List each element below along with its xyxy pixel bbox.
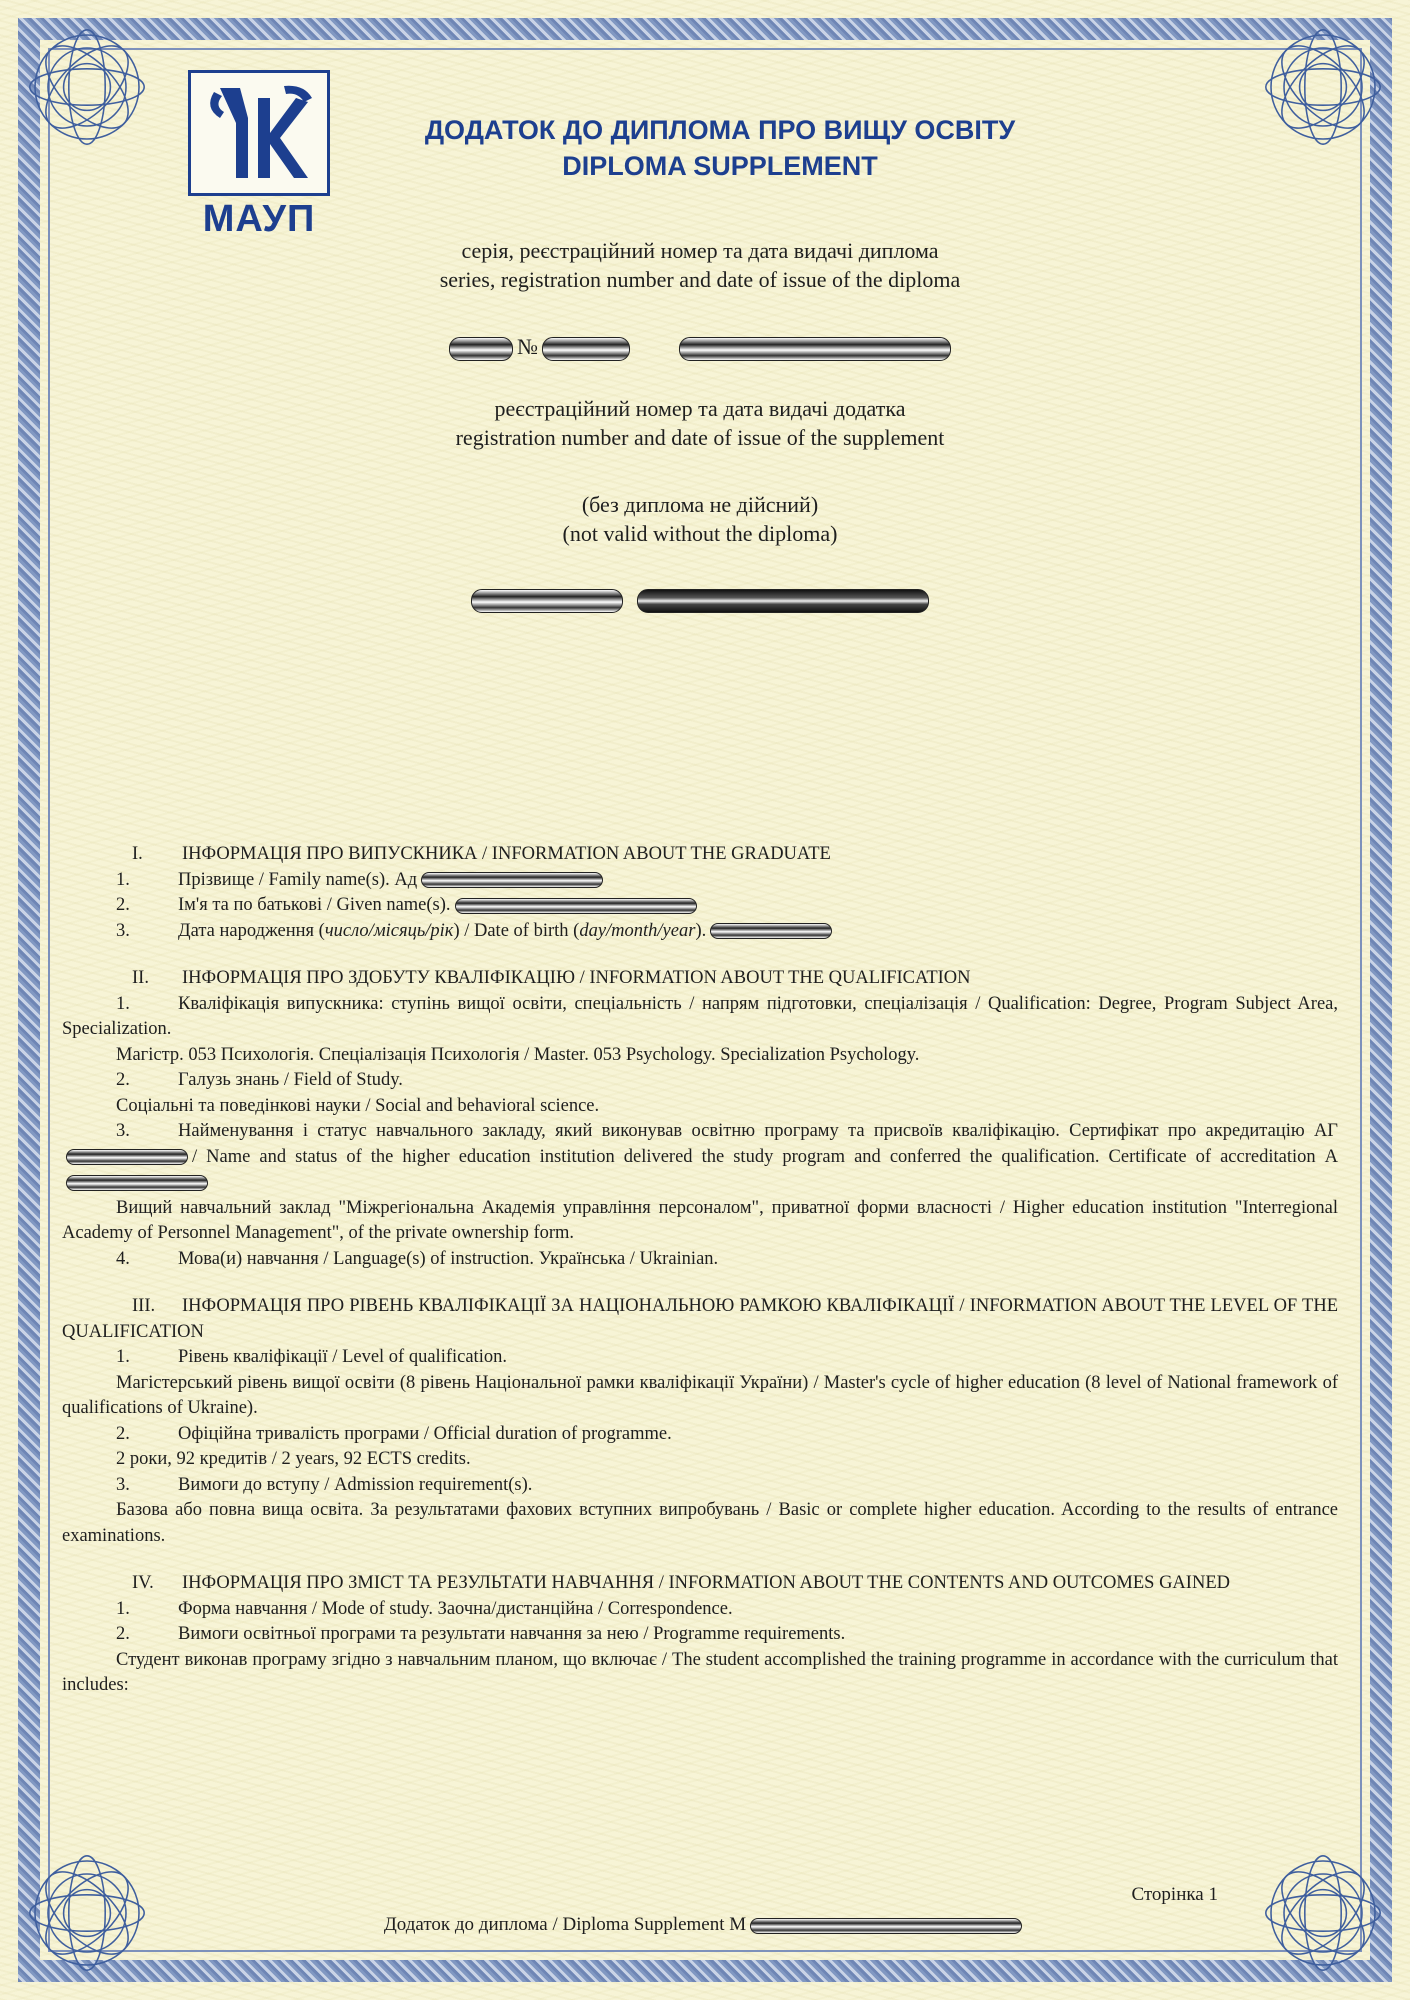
language-item: 4. Мова(и) навчання / Language(s) of instruction. Українська / Ukrainian. [116,1248,719,1269]
section-contents-heading: IV. ІНФОРМАЦІЯ ПРО ЗМІСТ ТА РЕЗУЛЬТАТИ НАВЧАННЯ / INFORMATION ABOUT THE CONTENTS AND OUTCOMES GAINED [132,1573,1230,1593]
logo-text: МАУП [202,198,316,240]
supplement-label-uk: реєстраційний номер та дата видачі додатка [494,396,906,421]
diploma-series-label [250,236,1150,294]
university-logo [188,70,330,240]
validity-note [250,490,1150,548]
programme-requirements-value: Студент виконав програму згідно з навчальним планом, що включає / The student accomplished the training programme in accordance with the curriculum that includes: [62,1649,1338,1695]
supplement-label [250,394,1150,452]
graduate-date-of-birth: 3. Дата народження (число/місяць/рік) / Date of birth (day/month/year). [62,919,1338,945]
validity-note-uk: (без диплома не дійсний) [581,492,819,517]
series-label-en: series, registration number and date of issue of the diploma [439,267,961,292]
supplement-label-en: registration number and date of issue of the supplement [455,425,945,450]
admission-value: Базова або повна вища освіта. За результатами фахових вступних випробувань / Basic or complete higher education. According to the results of entrance examinations. [62,1500,1338,1546]
field-of-study-value: Соціальні та поведінкові науки / Social and behavioral science. [116,1095,600,1116]
series-label-uk: серія, реєстраційний номер та дата видачі диплома [461,238,939,263]
corner-rosette-icon [1258,22,1388,152]
redacted-footer-number [750,1918,1022,1934]
section-level-heading: III. ІНФОРМАЦІЯ ПРО РІВЕНЬ КВАЛІФІКАЦІЇ ЗА НАЦІОНАЛЬНОЮ РАМКОЮ КВАЛІФІКАЦІЇ / INFORMATION ABOUT THE LEVEL OF THE QUALIFICATION [62,1296,1338,1342]
redacted-date [679,337,951,361]
institution-item: 3. Найменування і статус навчального закладу, який виконував освітню програму та присвоїв кваліфікацію. Сертифікат про акредитацію АГ/ Name and status of the higher education institution delivered the study program and conferred the qualification. Certificate of accreditation А [62,1119,1338,1196]
diploma-number-row [250,332,1150,361]
programme-requirements-item: 2. Вимоги освітньої програми та результати навчання за нею / Programme requirements. [116,1624,846,1644]
section-qualification-heading: II. ІНФОРМАЦІЯ ПРО ЗДОБУТУ КВАЛІФІКАЦІЮ / INFORMATION ABOUT THE QUALIFICATION [132,968,971,988]
graduate-given-name: 2. Ім'я та по батькові / Given name(s). [62,893,1338,919]
level-item: 1. Рівень кваліфікації / Level of qualification. [116,1347,507,1367]
redacted-supplement-date [637,589,929,613]
qualification-item: 1. Кваліфікація випускника: ступінь вищої освіти, спеціальність / напрям підготовки, спеціалізація / Qualification: Degree, Program Subject Area, Specialization. [62,993,1338,1039]
title-english: DIPLOMA SUPPLEMENT [562,151,878,181]
title-ukrainian: ДОДАТОК ДО ДИПЛОМА ПРО ВИЩУ ОСВІТУ [424,115,1016,145]
qualification-value: Магістр. 053 Психологія. Спеціалізація Психологія / Master. 053 Psychology. Specialization Psychology. [116,1044,920,1065]
footer-supplement-number: Додаток до диплома / Diploma Supplement М [0,1914,1410,1936]
corner-rosette-icon [22,1848,152,1978]
level-value: Магістерський рівень вищої освіти (8 рівень Національної рамки кваліфікації України) / Master's cycle of higher education (8 level of National framework of qualifications of Ukraine). [62,1372,1338,1418]
mode-of-study-item: 1. Форма навчання / Mode of study. Заочна/дистанційна / Correspondence. [116,1598,733,1619]
duration-value: 2 роки, 92 кредитів / 2 years, 92 ECTS credits. [116,1449,471,1469]
field-of-study-item: 2. Галузь знань / Field of Study. [116,1070,403,1090]
supplement-number-row [250,584,1150,613]
redacted-supplement-number [471,589,623,613]
document-title [340,112,1100,184]
corner-rosette-icon [22,22,152,152]
number-sign: № [517,334,538,359]
supplement-body [62,842,1338,1699]
institution-value: Вищий навчальний заклад "Міжрегіональна Академія управління персоналом", приватної форми власності / Higher education institution "Interregional Academy of Personnel Management", of the private ownership form. [62,1197,1338,1243]
validity-note-en: (not valid without the diploma) [562,521,838,546]
redacted-series [449,337,513,361]
redacted-number [542,337,630,361]
corner-rosette-icon [1258,1848,1388,1978]
logo-emblem-icon [188,70,330,196]
duration-item: 2. Офіційна тривалість програми / Official duration of programme. [116,1423,672,1444]
admission-item: 3. Вимоги до вступу / Admission requirement(s). [116,1474,533,1495]
page-number: Сторінка 1 [1131,1884,1218,1905]
section-graduate-heading: I. ІНФОРМАЦІЯ ПРО ВИПУСКНИКА / INFORMATION ABOUT THE GRADUATE [132,844,831,864]
graduate-family-name: 1. Прізвище / Family name(s). Ад [62,868,1338,894]
